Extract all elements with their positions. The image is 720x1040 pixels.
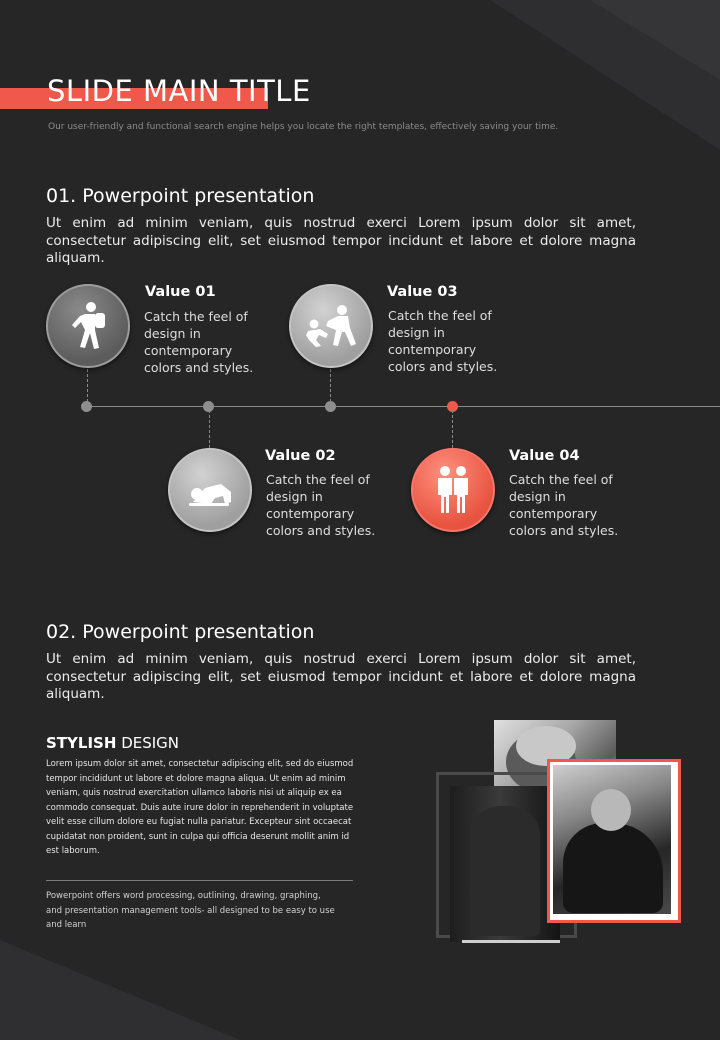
value-04-circle	[411, 448, 495, 532]
section-1-heading: 01. Powerpoint presentation	[46, 185, 315, 207]
slide-main-title: SLIDE MAIN TITLE	[47, 74, 311, 108]
photo-left-figure	[470, 806, 540, 936]
timeline-connector-3	[330, 364, 331, 402]
stylish-footer-text: Powerpoint offers word processing, outlining, drawing, graphing, and presentation management tools- all designed to be easy to use and learn	[46, 891, 335, 930]
background-shape-top-right-inner	[590, 0, 720, 80]
photo-right-bw	[553, 765, 671, 914]
stylish-design-heading	[46, 734, 179, 752]
timeline-dot-1	[81, 401, 92, 412]
martial-arts-icon	[304, 304, 358, 348]
value-01-title: Value 01	[145, 284, 216, 300]
stylish-heading-light: DESIGN	[121, 734, 180, 752]
stylish-heading-bold: STYLISH	[46, 734, 117, 752]
photo-strip	[462, 940, 560, 943]
value-04-text: Catch the feel of design in contemporary colors and styles.	[509, 472, 619, 538]
value-03-circle	[289, 284, 373, 368]
timeline-connector-2	[209, 410, 210, 448]
timeline-connector-4	[452, 410, 453, 448]
value-01-circle	[46, 284, 130, 368]
timeline-line	[86, 406, 720, 407]
value-02-circle	[168, 448, 252, 532]
kneeling-person-icon	[185, 472, 235, 508]
timeline-dot-3	[325, 401, 336, 412]
section-1-text: Ut enim ad minim veniam, quis nostrud exerci Lorem ipsum dolor sit amet, consectetur adipiscing elit, set eiusmod tempor incidunt et labore et dolore magna aliquam.	[46, 215, 636, 266]
divider	[46, 880, 353, 881]
photo-right-head	[591, 789, 631, 831]
background-shape-bottom-left	[0, 940, 240, 1040]
value-04-title: Value 04	[509, 448, 580, 464]
two-people-icon	[433, 465, 473, 515]
value-03-title: Value 03	[387, 284, 458, 300]
value-03-text: Catch the feel of design in contemporary colors and styles.	[388, 308, 498, 374]
hiker-icon	[65, 300, 111, 352]
section-2-heading: 02. Powerpoint presentation	[46, 621, 315, 643]
value-02-text: Catch the feel of design in contemporary colors and styles.	[266, 472, 376, 538]
photo-right-body	[563, 823, 663, 913]
section-2-text: Ut enim ad minim veniam, quis nostrud exerci Lorem ipsum dolor sit amet, consectetur adipiscing elit, set eiusmod tempor incidunt et labore et dolore magna aliquam.	[46, 651, 636, 702]
value-01-text: Catch the feel of design in contemporary colors and styles.	[144, 309, 254, 375]
timeline-connector-1	[87, 364, 88, 402]
slide-subtitle: Our user-friendly and functional search engine helps you locate the right templates, effectively saving your time.	[48, 122, 559, 132]
stylish-body-text: Lorem ipsum dolor sit amet, consectetur adipiscing elit, sed do eiusmod tempor incididunt ut labore et dolore magna aliqua. Ut enim ad minim veniam, quis nostrud exercitation ullamco laboris nisi ut aliquip ex ea commodo consequat. Duis aute irure dolor in reprehenderit in voluptate velit esse cillum dolore eu fugiat nulla pariatur. Excepteur sint occaecat cupidatat non proident, sunt in culpa qui officia deserunt mollit anim id est laborum.	[46, 759, 354, 856]
value-02-title: Value 02	[265, 448, 336, 464]
photo-left-bw	[450, 786, 560, 942]
